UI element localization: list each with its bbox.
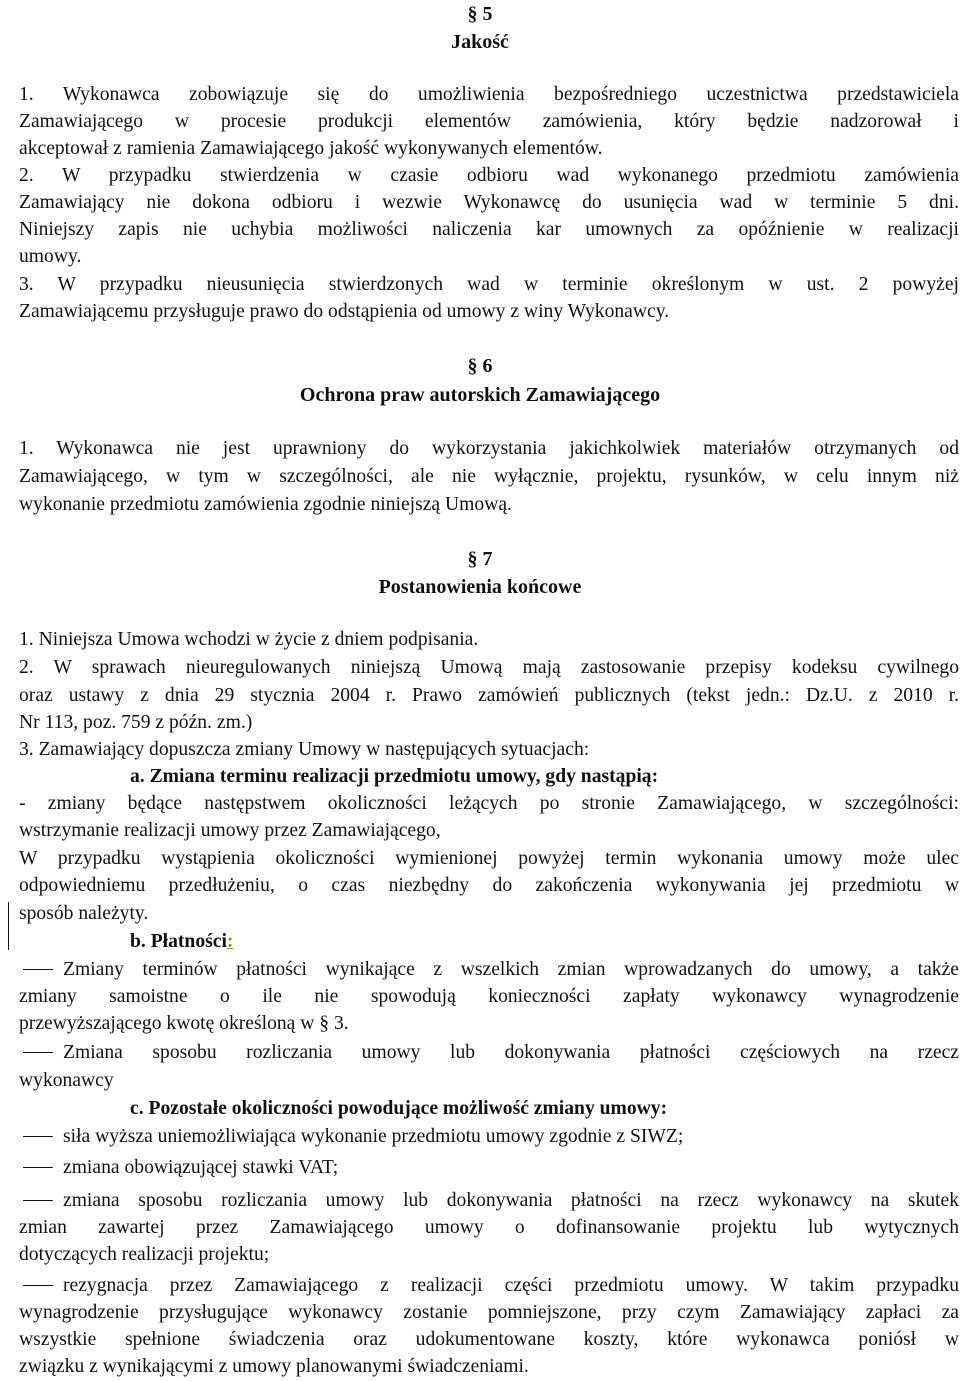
paragraph-line: zmiany samoistne o ile nie spowodują konieczności zapłaty wykonawcy wynagrodzenie xyxy=(19,986,959,1007)
paragraph-line: W przypadku wystąpienia okoliczności wymienionej powyżej termin wykonania umowy może ulec xyxy=(19,848,959,869)
paragraph-line: 1. Wykonawca zobowiązuje się do umożliwienia bezpośredniego uczestnictwa przedstawiciela xyxy=(19,84,959,105)
subsection-b-colon: : xyxy=(226,931,234,952)
list-item-text: zmiana sposobu rozliczania umowy lub dokonywania płatności na rzecz wykonawcy na skutek xyxy=(63,1190,959,1211)
section-5-title: Jakość xyxy=(451,31,509,53)
list-item-text: zmiana obowiązującej stawki VAT; xyxy=(63,1157,339,1178)
paragraph-line: - zmiany będące następstwem okoliczności leżących po stronie Zamawiającego, w szczególności: xyxy=(19,793,959,814)
dash-bullet xyxy=(23,1052,53,1053)
dash-bullet xyxy=(23,1200,53,1201)
change-bar xyxy=(8,902,9,950)
list-item-line xyxy=(19,1187,959,1215)
paragraph-line: wykonawcy xyxy=(19,1070,114,1091)
section-6-title: Ochrona praw autorskich Zamawiającego xyxy=(299,384,661,406)
paragraph-line: Zamawiającego w procesie produkcji elementów zamówienia, który będzie nadzorował i xyxy=(19,111,959,132)
list-item-text: Zmiany terminów płatności wynikające z wszelkich zmian wprowadzanych do umowy, a także xyxy=(63,959,959,980)
paragraph-line: sposób należyty. xyxy=(19,903,149,924)
list-item-line xyxy=(19,1272,959,1300)
subsection-b-heading xyxy=(130,928,530,956)
paragraph-line: 3. Zamawiający dopuszcza zmiany Umowy w następujących sytuacjach: xyxy=(19,739,590,760)
paragraph-line: 2. W sprawach nieuregulowanych niniejszą Umową mają zastosowanie przepisy kodeksu cywilnego xyxy=(19,657,959,678)
list-item-line xyxy=(19,1154,959,1182)
list-item-line xyxy=(19,1123,959,1151)
list-item-text: siła wyższa uniemożliwiająca wykonanie przedmiotu umowy zgodnie z SIWZ; xyxy=(63,1126,684,1147)
paragraph-line: umowy. xyxy=(19,246,82,267)
subsection-b-label: b. Płatności xyxy=(130,931,227,952)
paragraph-line: Zamawiający nie dokona odbioru i wezwie Wykonawcę do usunięcia wad w terminie 5 dni. xyxy=(19,192,959,213)
list-item-line xyxy=(19,1039,959,1067)
paragraph-line: przewyższającego kwotę określoną w § 3. xyxy=(19,1013,349,1034)
paragraph-line: 1. Wykonawca nie jest uprawniony do wykorzystania jakichkolwiek materiałów otrzymanych od xyxy=(19,438,959,459)
paragraph-line: akceptował z ramienia Zamawiającego jakość wykonywanych elementów. xyxy=(19,138,603,159)
dash-bullet xyxy=(23,1285,53,1286)
paragraph-line: wykonanie przedmiotu zamówienia zgodnie niniejszą Umową. xyxy=(19,494,512,515)
paragraph-line: 1. Niniejsza Umowa wchodzi w życie z dniem podpisania. xyxy=(19,629,479,650)
paragraph-line: Zamawiającego, w tym w szczególności, ale nie wyłącznie, projektu, rysunków, w celu innym niż xyxy=(19,466,959,487)
paragraph-line: zmian zawartej przez Zamawiającego umowy o dofinansowanie projektu lub wytycznych xyxy=(19,1217,959,1238)
subsection-c-heading: c. Pozostałe okoliczności powodujące możliwość zmiany umowy: xyxy=(130,1098,668,1119)
paragraph-line: odpowiedniemu przedłużeniu, o czas niezbędny do zakończenia wykonywania jej przedmiotu w xyxy=(19,875,959,896)
paragraph-line: dotyczących realizacji projektu; xyxy=(19,1244,270,1265)
dash-bullet xyxy=(23,1136,53,1137)
subsection-a-heading: a. Zmiana terminu realizacji przedmiotu umowy, gdy nastąpią: xyxy=(130,766,659,787)
paragraph-line: wynagrodzenie przysługujące wykonawcy zostanie pomniejszone, przy czym Zamawiający zapłaci za xyxy=(19,1302,959,1323)
paragraph-line: 2. W przypadku stwierdzenia w czasie odbioru wad wykonanego przedmiotu zamówienia xyxy=(19,165,959,186)
paragraph-line: Niniejszy zapis nie uchybia możliwości naliczenia kar umownych za opóźnienie w realizacji xyxy=(19,219,959,240)
paragraph-line: Zamawiającemu przysługuje prawo do odstąpienia od umowy z winy Wykonawcy. xyxy=(19,301,670,322)
section-5-number: § 5 xyxy=(467,3,493,25)
paragraph-line: wstrzymanie realizacji umowy przez Zamawiającego, xyxy=(19,820,441,841)
section-7-title: Postanowienia końcowe xyxy=(378,576,582,598)
dash-bullet xyxy=(23,969,53,970)
paragraph-line: związku z wynikającymi z umowy planowanymi świadczeniami. xyxy=(19,1356,529,1377)
section-7-number: § 7 xyxy=(467,548,493,570)
paragraph-line: wszystkie spełnione świadczenia oraz udokumentowane koszty, które wykonawca poniósł w xyxy=(19,1329,959,1350)
list-item-text: Zmiana sposobu rozliczania umowy lub dokonywania płatności częściowych na rzecz xyxy=(63,1042,959,1063)
dash-bullet xyxy=(23,1167,53,1168)
list-item-text: rezygnacja przez Zamawiającego z realizacji części przedmiotu umowy. W takim przypadku xyxy=(63,1275,959,1296)
section-6-number: § 6 xyxy=(467,355,493,377)
paragraph-line: 3. W przypadku nieusunięcia stwierdzonych wad w terminie określonym w ust. 2 powyżej xyxy=(19,274,959,295)
paragraph-line: Nr 113, poz. 759 z późn. zm.) xyxy=(19,712,253,733)
list-item-line xyxy=(19,956,959,984)
paragraph-line: oraz ustawy z dnia 29 stycznia 2004 r. Prawo zamówień publicznych (tekst jedn.: Dz.U. z 2010 r. xyxy=(19,685,959,706)
